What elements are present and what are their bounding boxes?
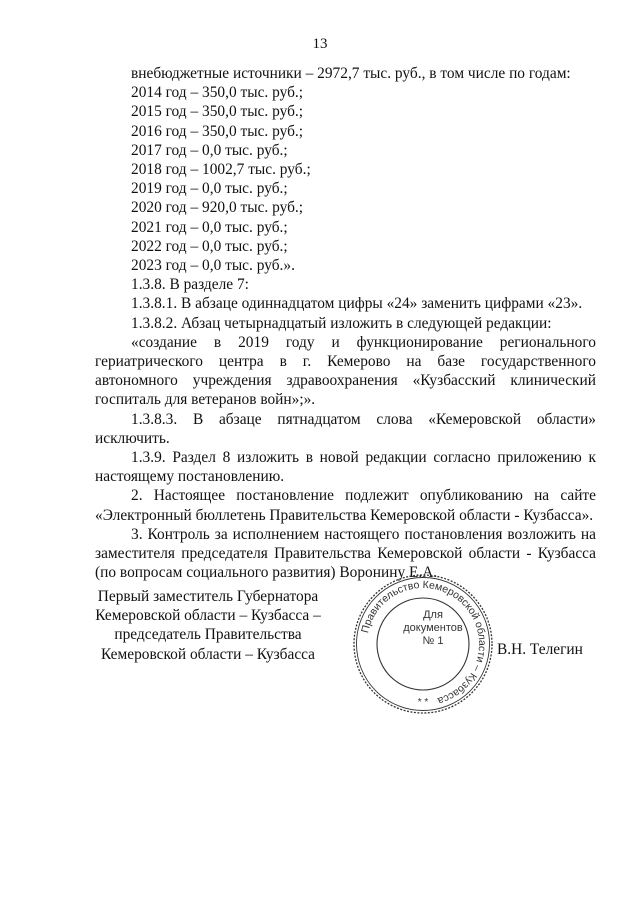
stamp-stars: * * (417, 697, 429, 708)
page-number: 13 (312, 36, 328, 52)
clause-1-3-9: 1.3.9. Раздел 8 изложить в новой редакции согласно приложению к настоящему постановлению. (95, 449, 596, 486)
clause-1-3-8-2: 1.3.8.2. Абзац четырнадцатый изложить в следующей редакции: (131, 314, 552, 332)
funding-year-2019: 2019 год – 0,0 тыс. руб.; (131, 180, 288, 198)
position-line-1: Первый заместитель Губернатора (97, 588, 319, 605)
funding-year-2014: 2014 год – 350,0 тыс. руб.; (131, 84, 304, 102)
stamp-ring-text: Правительство Кемеровской области – Кузбасса (359, 578, 489, 707)
clause-1-3-8: 1.3.8. В разделе 7: (131, 276, 249, 294)
funding-year-2018: 2018 год – 1002,7 тыс. руб.; (131, 161, 311, 179)
funding-year-2021: 2021 год – 0,0 тыс. руб.; (131, 218, 288, 236)
funding-year-2020: 2020 год – 920,0 тыс. руб.; (131, 199, 304, 217)
position-line-4: Кемеровской области – Кузбасса (100, 645, 316, 663)
stamp-inner-text (403, 609, 463, 648)
clause-2-publication: 2. Настоящее постановление подлежит опубликованию на сайте «Электронный бюллетень Правительства Кемеровской области - Кузбасса». (95, 487, 596, 524)
clause-1-3-8-3: 1.3.8.3. В абзаце пятнадцатом слова «Кемеровской области» исключить. (95, 410, 596, 447)
stamp-inner-line-1: Для (423, 609, 443, 621)
paragraph-funding-intro: внебюджетные источники – 2972,7 тыс. руб., в том числе по годам: (131, 65, 571, 82)
funding-year-2017: 2017 год – 0,0 тыс. руб.; (131, 141, 288, 159)
stamp-inner-line-2: документов (403, 622, 463, 634)
funding-year-2023: 2023 год – 0,0 тыс. руб.». (131, 257, 295, 275)
stamp-inner-line-3: № 1 (422, 635, 444, 647)
quoted-new-wording: «создание в 2019 году и функционирование регионального гериатрического центра в г. Кемерово на базе государственного автономного учреждения здравоохранения «Кузбасский клинический госпиталь для ветеранов войн»;». (95, 333, 596, 409)
funding-year-2016: 2016 год – 350,0 тыс. руб.; (131, 122, 304, 140)
funding-year-2022: 2022 год – 0,0 тыс. руб.; (131, 237, 288, 255)
position-line-2: Кемеровской области – Кузбасса – (95, 607, 321, 625)
clause-1-3-8-1: 1.3.8.1. В абзаце одиннадцатом цифры «24» заменить цифрами «23». (131, 295, 583, 313)
position-line-3: председатель Правительства (114, 626, 302, 644)
signer-name: В.Н. Телегин (497, 641, 583, 658)
document-body (95, 64, 596, 582)
clause-3-control: 3. Контроль за исполнением настоящего постановления возложить на заместителя председателя Правительства Кемеровской области - Кузбасса (по вопросам социального развития) Воронину Е.А. (95, 525, 596, 582)
funding-year-2015: 2015 год – 350,0 тыс. руб.; (131, 103, 304, 121)
signature-position (88, 587, 328, 664)
